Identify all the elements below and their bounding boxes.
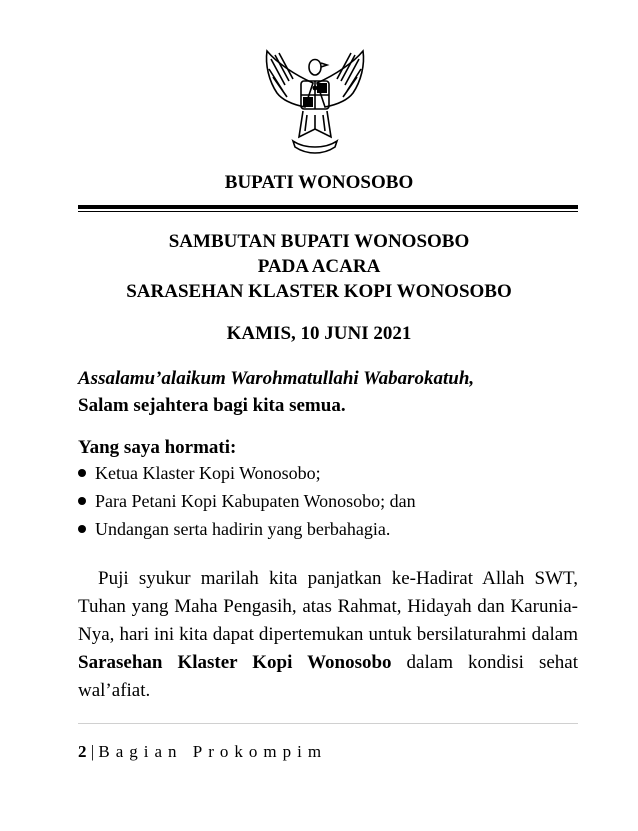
footer-separator: |: [90, 742, 95, 761]
list-item-text: Undangan serta hadirin yang berbahagia.: [95, 519, 391, 539]
list-item: [78, 491, 416, 512]
footer-section: Bagian Prokompim: [98, 742, 328, 761]
list-item-text: Para Petani Kopi Kabupaten Wonosobo; dan: [95, 491, 416, 511]
header-divider-thin: [78, 211, 578, 212]
paragraph-bold-event: Sarasehan Klaster Kopi Wonosobo: [78, 652, 392, 673]
header-title: BUPATI WONOSOBO: [224, 172, 414, 193]
list-item-text: Ketua Klaster Kopi Wonosobo;: [95, 463, 321, 483]
respected-heading: Yang saya hormati:: [78, 437, 237, 458]
garuda-pancasila-emblem-icon: [255, 45, 375, 160]
page-number: 2: [78, 742, 87, 761]
list-item: [78, 519, 390, 540]
footer: [78, 742, 327, 762]
document-title-line-1: SAMBUTAN BUPATI WONOSOBO: [168, 231, 470, 252]
greeting-line-2: Salam sejahtera bagi kita semua.: [78, 395, 346, 416]
document-title-line-2: PADA ACARA: [257, 256, 381, 277]
bullet-icon: [78, 469, 86, 477]
list-item: [78, 463, 321, 484]
footer-divider: [78, 723, 578, 724]
bullet-icon: [78, 525, 86, 533]
garuda-emblem: [255, 45, 375, 160]
bullet-icon: [78, 497, 86, 505]
greeting-line-1: Assalamu’alaikum Warohmatullahi Wabarokatuh,: [78, 368, 475, 389]
event-date: KAMIS, 10 JUNI 2021: [226, 323, 412, 344]
paragraph-text-after: dalam kondisi sehat wal’afiat.: [78, 652, 578, 701]
paragraph-text-before: Puji syukur marilah kita panjatkan ke-Hadirat Allah SWT, Tuhan yang Maha Pengasih, atas Rahmat, Hidayah dan Karunia-Nya, hari ini kita dapat dipertemukan untuk bersilaturahmi dalam: [78, 568, 578, 645]
opening-paragraph: [78, 565, 578, 705]
document-title-line-3: SARASEHAN KLASTER KOPI WONOSOBO: [126, 281, 512, 302]
header-divider-thick: [78, 205, 578, 209]
